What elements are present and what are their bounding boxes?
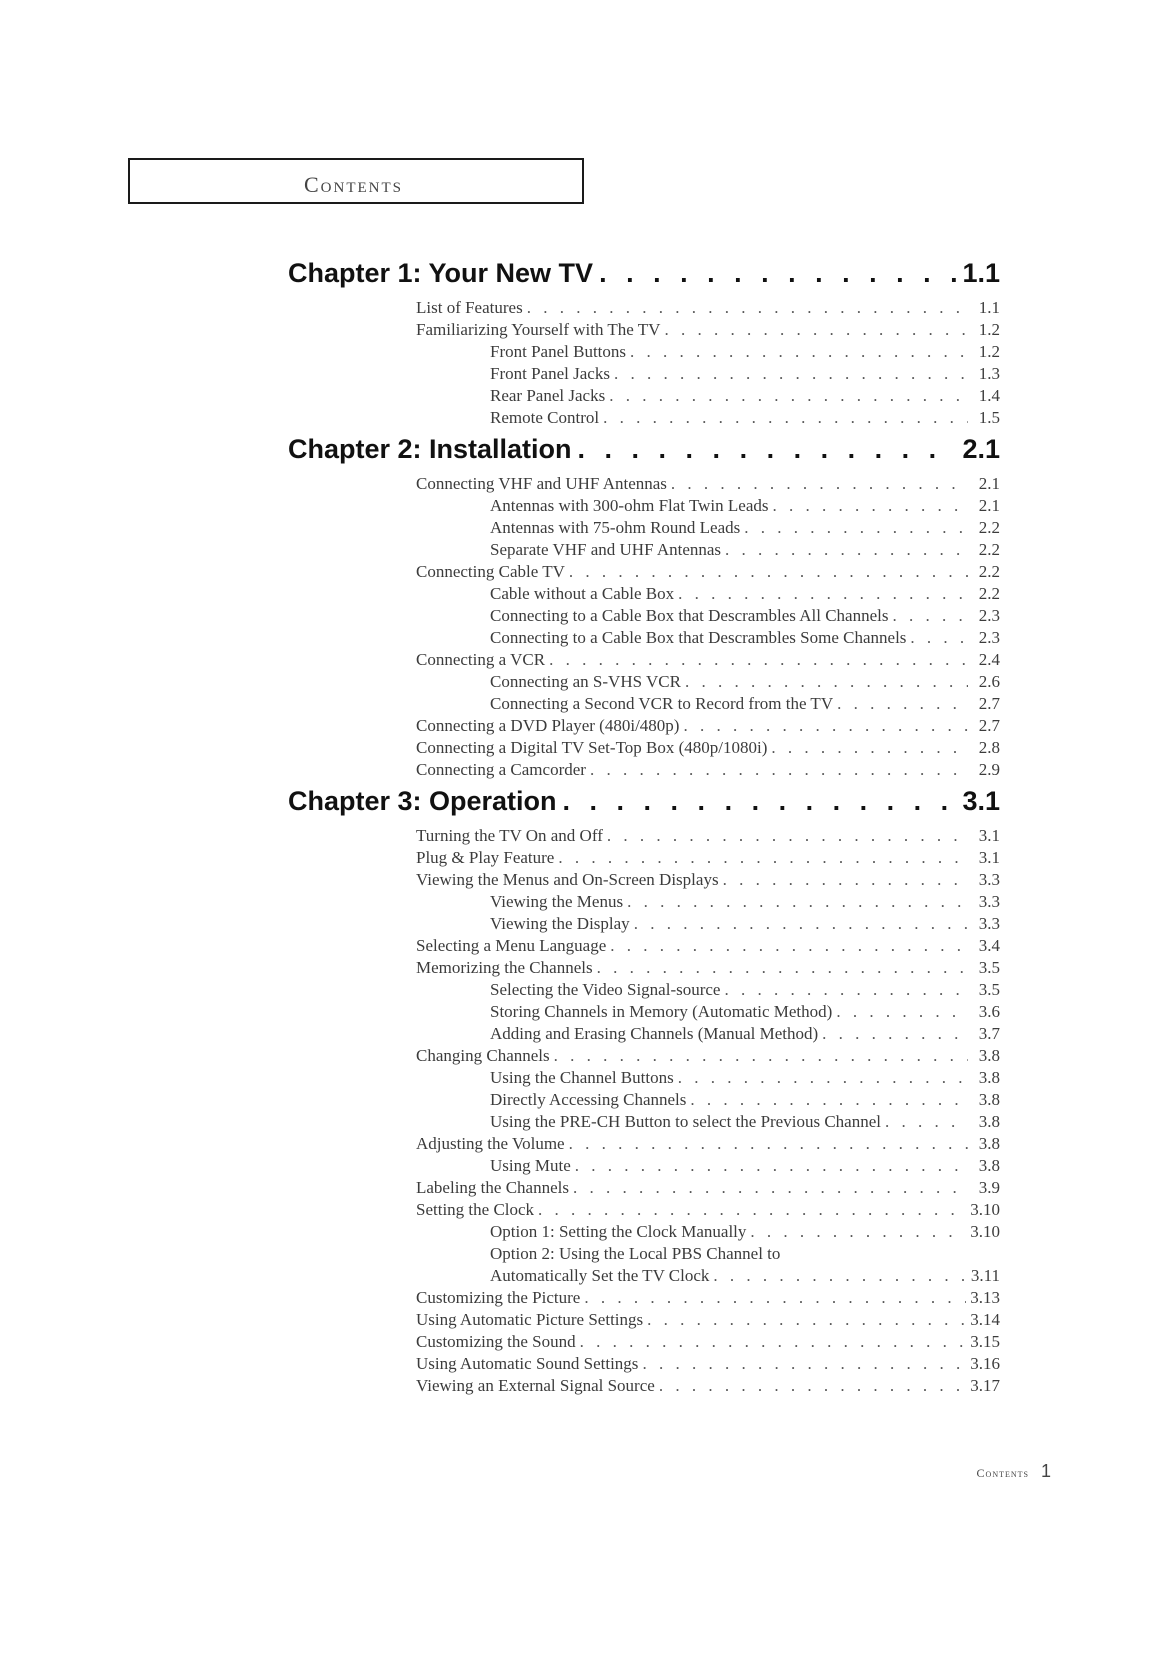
toc-entry-page: 3.11 <box>970 1266 1000 1285</box>
toc-entry[interactable] <box>288 628 1000 650</box>
toc-entry[interactable] <box>288 716 1000 738</box>
toc-entry[interactable] <box>288 298 1000 320</box>
toc-entry-title: Using the PRE-CH Button to select the Previous Channel <box>490 1112 881 1131</box>
toc-entry[interactable] <box>288 606 1000 628</box>
toc-entry-title: Connecting Cable TV <box>416 562 565 581</box>
toc-entry-title: Cable without a Cable Box <box>490 584 675 603</box>
toc-entry[interactable] <box>288 760 1000 782</box>
toc-entry-page: 2.4 <box>978 650 1000 669</box>
dot-leader <box>609 386 968 406</box>
toc-entry-page: 2.2 <box>978 584 1000 603</box>
toc-entry[interactable] <box>288 540 1000 562</box>
dot-leader <box>634 914 968 934</box>
toc-entry[interactable] <box>288 342 1000 364</box>
toc-entry-page: 3.1 <box>978 826 1000 845</box>
toc-entry-title: Connecting a VCR <box>416 650 546 669</box>
toc-entry[interactable] <box>288 1178 1000 1200</box>
toc-entry-page: 2.1 <box>978 496 1000 515</box>
toc-entry-title: Viewing the Menus and On-Screen Displays <box>416 870 719 889</box>
chapter-page-number: 2.1 <box>962 434 1000 464</box>
toc-entry-title: Setting the Clock <box>416 1200 535 1219</box>
toc-entry-title: Option 1: Setting the Clock Manually <box>490 1222 747 1241</box>
toc-entry[interactable] <box>288 1046 1000 1068</box>
dot-leader <box>647 1310 966 1330</box>
toc-entry[interactable] <box>288 1024 1000 1046</box>
dot-leader <box>836 1002 968 1022</box>
toc-entry-title: Connecting a Digital TV Set-Top Box (480p/1080i) <box>416 738 768 757</box>
page-footer <box>977 1461 1051 1482</box>
toc-entry[interactable] <box>288 518 1000 540</box>
toc-entry-title: Front Panel Jacks <box>490 364 610 383</box>
toc-entry[interactable] <box>288 936 1000 958</box>
chapter-page-number: 1.1 <box>962 258 1000 288</box>
chapter-section <box>288 434 1000 782</box>
toc-entry[interactable] <box>288 1200 1000 1222</box>
toc-entry-title: Using Mute <box>490 1156 571 1175</box>
toc-entry[interactable] <box>288 1266 1000 1288</box>
toc-entry[interactable] <box>288 694 1000 716</box>
toc-entry-page: 1.1 <box>978 298 1000 317</box>
dot-leader <box>725 540 968 560</box>
toc-entry[interactable] <box>288 584 1000 606</box>
dot-leader <box>603 408 968 428</box>
toc-entry-title: Selecting the Video Signal-source <box>490 980 721 999</box>
dot-leader <box>822 1024 968 1044</box>
toc-entry-title: Adjusting the Volume <box>416 1134 565 1153</box>
dot-leader <box>685 672 968 692</box>
toc-entry-title: Viewing an External Signal Source <box>416 1376 655 1395</box>
page-title: Contents <box>304 172 404 197</box>
toc-entry-page: 3.6 <box>978 1002 1000 1021</box>
toc-entry[interactable] <box>288 408 1000 430</box>
toc-entry-page: 2.8 <box>978 738 1000 757</box>
toc-entry[interactable] <box>288 914 1000 936</box>
dot-leader <box>750 1222 966 1242</box>
toc-entry-page: 2.7 <box>978 716 1000 735</box>
toc-entry-page: 3.13 <box>970 1288 1000 1307</box>
toc-entry-title: Option 2: Using the Local PBS Channel to <box>490 1244 781 1263</box>
dot-leader <box>892 606 968 626</box>
chapter-title: Chapter 2: Installation <box>288 434 572 464</box>
dot-leader <box>569 562 968 582</box>
toc-entry-title: Remote Control <box>490 408 600 427</box>
toc-entry-title: Customizing the Picture <box>416 1288 581 1307</box>
toc-entry-page: 3.8 <box>978 1090 1000 1109</box>
dot-leader <box>910 628 968 648</box>
toc-entry[interactable] <box>288 1332 1000 1354</box>
dot-leader <box>573 1178 968 1198</box>
toc-entry[interactable] <box>288 980 1000 1002</box>
dot-leader <box>773 496 969 516</box>
dot-leader <box>885 1112 968 1132</box>
page-number: 1 <box>1040 1461 1051 1481</box>
toc-entry-title: Front Panel Buttons <box>490 342 627 361</box>
footer-label: Contents <box>976 1466 1029 1480</box>
toc-entry-title: Antennas with 300-ohm Flat Twin Leads <box>490 496 769 515</box>
dot-leader <box>527 298 968 318</box>
toc-entry-page: 3.3 <box>978 914 1000 933</box>
toc-entry-page: 3.15 <box>970 1332 1000 1351</box>
dot-leader <box>563 786 957 817</box>
toc-entry[interactable] <box>288 364 1000 386</box>
dot-leader <box>599 258 956 289</box>
dot-leader <box>659 1376 966 1396</box>
chapter-title: Chapter 3: Operation <box>288 786 557 816</box>
toc-entry[interactable] <box>288 1090 1000 1112</box>
table-of-contents <box>288 258 1000 1402</box>
toc-entry-page: 3.8 <box>978 1068 1000 1087</box>
toc-entry-title: Changing Channels <box>416 1046 550 1065</box>
toc-entry-page: 3.1 <box>978 848 1000 867</box>
toc-entry-title: Plug & Play Feature <box>416 848 555 867</box>
toc-entry[interactable] <box>288 562 1000 584</box>
toc-entry-page: 3.14 <box>970 1310 1000 1329</box>
toc-entry[interactable] <box>288 1134 1000 1156</box>
dot-leader <box>771 738 968 758</box>
toc-entry[interactable] <box>288 1222 1000 1244</box>
toc-entry-title: Connecting VHF and UHF Antennas <box>416 474 667 493</box>
dot-leader <box>614 364 968 384</box>
dot-leader <box>584 1288 966 1308</box>
toc-entry-title: List of Features <box>416 298 523 317</box>
dot-leader <box>597 958 968 978</box>
toc-entry-title: Rear Panel Jacks <box>490 386 606 405</box>
toc-entry-title: Directly Accessing Channels <box>490 1090 687 1109</box>
toc-entry-title: Separate VHF and UHF Antennas <box>490 540 722 559</box>
dot-leader <box>578 434 957 465</box>
chapter-heading[interactable] <box>288 786 1000 826</box>
toc-entry-page: 3.8 <box>978 1112 1000 1131</box>
dot-leader <box>590 760 968 780</box>
toc-entry[interactable] <box>288 1068 1000 1090</box>
toc-entry-title: Familiarizing Yourself with The TV <box>416 320 661 339</box>
toc-entry[interactable] <box>288 848 1000 870</box>
toc-entry-page: 3.17 <box>970 1376 1000 1395</box>
chapter-section <box>288 258 1000 430</box>
toc-entry-page: 2.2 <box>978 540 1000 559</box>
chapter-heading[interactable] <box>288 258 1000 298</box>
toc-entry-title: Storing Channels in Memory (Automatic Method) <box>490 1002 833 1021</box>
toc-entry-title: Using the Channel Buttons <box>490 1068 674 1087</box>
toc-entry-title: Memorizing the Channels <box>416 958 593 977</box>
toc-entry[interactable] <box>288 1288 1000 1310</box>
toc-entry-title: Using Automatic Picture Settings <box>416 1310 644 1329</box>
toc-entry-title: Connecting a Camcorder <box>416 760 586 779</box>
toc-entry[interactable] <box>288 672 1000 694</box>
toc-entry-page: 3.5 <box>978 980 1000 999</box>
toc-entry-page: 1.2 <box>978 320 1000 339</box>
toc-entry-page: 3.7 <box>978 1024 1000 1043</box>
toc-entry-title: Adding and Erasing Channels (Manual Method) <box>490 1024 819 1043</box>
chapter-title: Chapter 1: Your New TV <box>288 258 594 288</box>
toc-entry-page: 3.9 <box>978 1178 1000 1197</box>
toc-entry[interactable] <box>288 1112 1000 1134</box>
toc-entry-page: 1.5 <box>978 408 1000 427</box>
dot-leader <box>690 1090 968 1110</box>
toc-entry-page: 3.4 <box>978 936 1000 955</box>
toc-entry[interactable] <box>288 1244 1000 1266</box>
toc-entry-title: Selecting a Menu Language <box>416 936 607 955</box>
toc-entry[interactable] <box>288 870 1000 892</box>
toc-entry[interactable] <box>288 650 1000 672</box>
toc-entry[interactable] <box>288 1310 1000 1332</box>
toc-entry-title: Automatically Set the TV Clock <box>490 1266 710 1285</box>
toc-entry-page: 3.10 <box>970 1200 1000 1219</box>
toc-entry-title: Connecting a DVD Player (480i/480p) <box>416 716 680 735</box>
toc-entry[interactable] <box>288 958 1000 980</box>
toc-entry-page: 1.2 <box>978 342 1000 361</box>
toc-entry-title: Labeling the Channels <box>416 1178 569 1197</box>
chapter-heading[interactable] <box>288 434 1000 474</box>
toc-entry-page: 1.4 <box>978 386 1000 405</box>
toc-entry-page: 2.7 <box>978 694 1000 713</box>
dot-leader <box>627 892 968 912</box>
toc-entry[interactable] <box>288 1376 1000 1398</box>
toc-entry-title: Connecting to a Cable Box that Descrambles Some Channels <box>490 628 907 647</box>
dot-leader <box>538 1200 966 1220</box>
toc-entry-title: Turning the TV On and Off <box>416 826 603 845</box>
dot-leader <box>549 650 968 670</box>
chapter-section <box>288 786 1000 1398</box>
dot-leader <box>671 474 968 494</box>
toc-entry-page: 1.3 <box>978 364 1000 383</box>
dot-leader <box>724 980 968 1000</box>
dot-leader <box>713 1266 966 1286</box>
dot-leader <box>723 870 968 890</box>
toc-entry[interactable] <box>288 474 1000 496</box>
toc-entry-title: Customizing the Sound <box>416 1332 576 1351</box>
toc-entry-page: 3.3 <box>978 892 1000 911</box>
toc-entry-page: 2.3 <box>978 606 1000 625</box>
toc-entry[interactable] <box>288 1156 1000 1178</box>
dot-leader <box>558 848 968 868</box>
toc-entry-page: 2.1 <box>978 474 1000 493</box>
toc-entry-title: Viewing the Menus <box>490 892 624 911</box>
toc-entry-page: 3.8 <box>978 1134 1000 1153</box>
toc-entry-title: Using Automatic Sound Settings <box>416 1354 639 1373</box>
toc-entry-page: 2.9 <box>978 760 1000 779</box>
toc-entry-page: 3.5 <box>978 958 1000 977</box>
toc-entry-page: 2.2 <box>978 518 1000 537</box>
chapter-page-number: 3.1 <box>962 786 1000 816</box>
toc-entry[interactable] <box>288 386 1000 408</box>
toc-entry-title: Antennas with 75-ohm Round Leads <box>490 518 741 537</box>
dot-leader <box>642 1354 966 1374</box>
toc-entry[interactable] <box>288 1354 1000 1376</box>
dot-leader <box>630 342 968 362</box>
dot-leader <box>664 320 968 340</box>
toc-entry-page: 2.6 <box>978 672 1000 691</box>
dot-leader <box>837 694 968 714</box>
toc-entry[interactable] <box>288 320 1000 342</box>
dot-leader <box>607 826 968 846</box>
toc-entry-page: 3.8 <box>978 1046 1000 1065</box>
toc-entry-title: Connecting an S-VHS VCR <box>490 672 681 691</box>
dot-leader <box>683 716 968 736</box>
dot-leader <box>554 1046 968 1066</box>
dot-leader <box>575 1156 968 1176</box>
dot-leader <box>580 1332 967 1352</box>
toc-entry[interactable] <box>288 496 1000 518</box>
dot-leader <box>610 936 968 956</box>
toc-entry-page: 2.3 <box>978 628 1000 647</box>
dot-leader <box>678 1068 968 1088</box>
toc-entry[interactable] <box>288 826 1000 848</box>
toc-entry[interactable] <box>288 738 1000 760</box>
toc-entry-title: Viewing the Display <box>490 914 630 933</box>
dot-leader <box>569 1134 968 1154</box>
toc-entry-page: 2.2 <box>978 562 1000 581</box>
dot-leader <box>678 584 968 604</box>
toc-entry-page: 3.8 <box>978 1156 1000 1175</box>
toc-entry-title: Connecting to a Cable Box that Descrambles All Channels <box>490 606 889 625</box>
toc-entry-page: 3.10 <box>970 1222 1000 1241</box>
toc-entry-page: 3.3 <box>978 870 1000 889</box>
toc-entry[interactable] <box>288 1002 1000 1024</box>
toc-entry[interactable] <box>288 892 1000 914</box>
dot-leader <box>744 518 968 538</box>
toc-entry-page: 3.16 <box>970 1354 1000 1373</box>
toc-entry-title: Connecting a Second VCR to Record from the TV <box>490 694 834 713</box>
contents-header-box <box>128 158 584 204</box>
